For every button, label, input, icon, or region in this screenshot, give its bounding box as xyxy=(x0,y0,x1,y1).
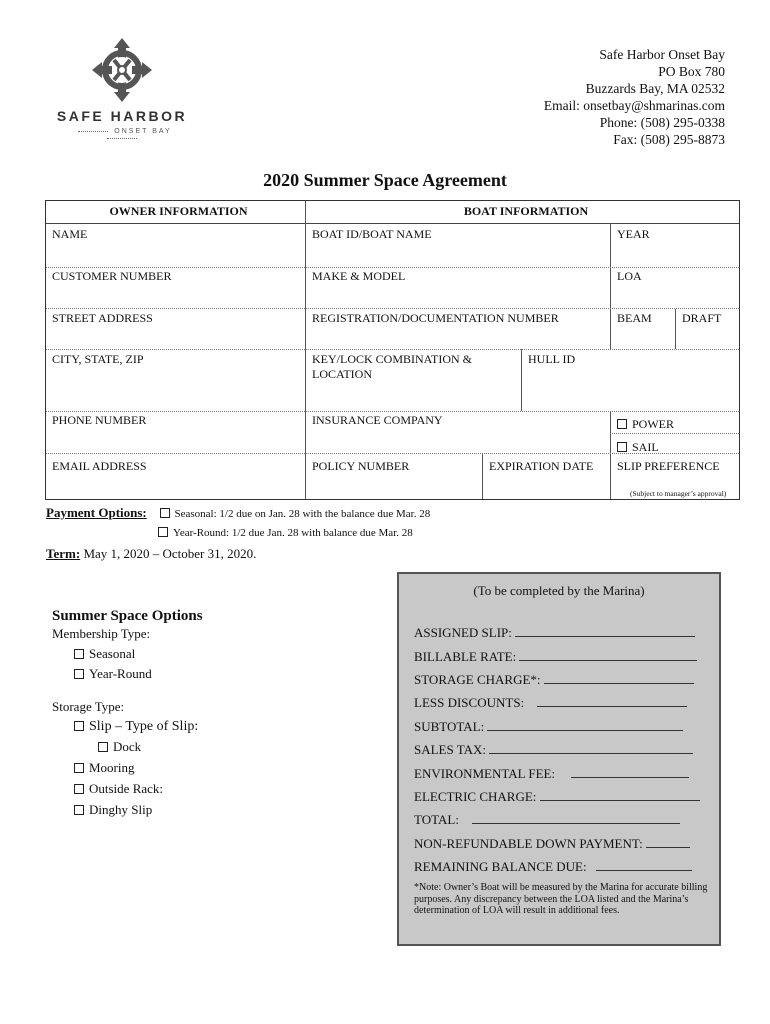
contact-block xyxy=(544,46,725,148)
insurance-company-field[interactable]: INSURANCE COMPANY xyxy=(312,413,443,427)
beam-field[interactable]: BEAM xyxy=(617,311,652,325)
membership-year-round-option[interactable] xyxy=(74,666,152,682)
draft-field[interactable]: DRAFT xyxy=(682,311,722,325)
logo-location: ONSET BAY xyxy=(52,128,192,142)
storage-outside-rack-label: Outside Rack: xyxy=(89,781,164,796)
storage-charge-line[interactable] xyxy=(544,672,694,684)
storage-charge-field[interactable] xyxy=(414,672,694,688)
term xyxy=(46,546,256,562)
year-field[interactable]: YEAR xyxy=(617,227,650,241)
checkbox-icon[interactable] xyxy=(74,763,84,773)
page-title: 2020 Summer Space Agreement xyxy=(263,170,507,190)
storage-dock-option[interactable] xyxy=(98,739,141,755)
email-address-field[interactable]: EMAIL ADDRESS xyxy=(52,459,147,473)
registration-field[interactable]: REGISTRATION/DOCUMENTATION NUMBER xyxy=(312,311,559,325)
marina-box-heading: (To be completed by the Marina) xyxy=(473,583,645,598)
power-checkbox[interactable] xyxy=(611,417,674,432)
storage-outside-rack-option[interactable] xyxy=(74,781,163,797)
less-discounts-label: LESS DISCOUNTS: xyxy=(414,695,525,710)
phone-number-field[interactable]: PHONE NUMBER xyxy=(52,413,147,427)
storage-dock-label: Dock xyxy=(113,739,142,754)
sales-tax-line[interactable] xyxy=(489,742,693,754)
policy-number-field[interactable]: POLICY NUMBER xyxy=(312,459,410,473)
remaining-balance-field[interactable] xyxy=(414,859,692,875)
membership-seasonal-label: Seasonal xyxy=(89,646,136,661)
environmental-fee-label: ENVIRONMENTAL FEE: xyxy=(414,766,556,781)
payment-year-round-option[interactable] xyxy=(158,527,413,539)
assigned-slip-field[interactable] xyxy=(414,625,695,641)
checkbox-icon[interactable] xyxy=(74,805,84,815)
make-model-field[interactable]: MAKE & MODEL xyxy=(312,269,406,283)
storage-slip-label: Slip – Type of Slip: xyxy=(89,719,199,734)
checkbox-icon[interactable] xyxy=(98,742,108,752)
org-name: Safe Harbor Onset Bay xyxy=(599,47,725,62)
storage-dinghy-slip-option[interactable] xyxy=(74,802,152,818)
info-table xyxy=(45,200,740,500)
payment-year-round-label: Year-Round: 1/2 due Jan. 28 with balance due Mar. 28 xyxy=(173,527,413,539)
term-value: May 1, 2020 – October 31, 2020. xyxy=(83,546,257,561)
checkbox-icon[interactable] xyxy=(160,508,170,518)
electric-charge-line[interactable] xyxy=(540,789,700,801)
sales-tax-label: SALES TAX: xyxy=(414,742,487,757)
term-label: Term: xyxy=(46,546,81,561)
marina-use-box xyxy=(397,572,721,946)
expiration-date-field[interactable]: EXPIRATION DATE xyxy=(489,459,594,473)
payment-seasonal-option[interactable] xyxy=(160,508,431,520)
city-state-zip: Buzzards Bay, MA 02532 xyxy=(585,81,725,96)
checkbox-icon[interactable] xyxy=(158,527,168,537)
total-line[interactable] xyxy=(472,812,680,824)
checkbox-icon[interactable] xyxy=(74,784,84,794)
storage-charge-label: STORAGE CHARGE*: xyxy=(414,672,541,687)
checkbox-icon[interactable] xyxy=(617,419,627,429)
po-box: PO Box 780 xyxy=(658,64,725,79)
sales-tax-field[interactable] xyxy=(414,742,693,758)
environmental-fee-line[interactable] xyxy=(571,766,689,778)
subtotal-field[interactable] xyxy=(414,719,683,735)
storage-type-label: Storage Type: xyxy=(52,699,125,714)
sail-checkbox[interactable] xyxy=(611,440,659,455)
billable-rate-line[interactable] xyxy=(519,649,697,661)
checkbox-icon[interactable] xyxy=(74,669,84,679)
payment-seasonal-label: Seasonal: 1/2 due on Jan. 28 with the balance due Mar. 28 xyxy=(174,508,431,520)
subtotal-line[interactable] xyxy=(487,719,683,731)
down-payment-field[interactable] xyxy=(414,836,690,852)
membership-type-label: Membership Type: xyxy=(52,626,151,641)
subtotal-label: SUBTOTAL: xyxy=(414,719,485,734)
remaining-balance-label: REMAINING BALANCE DUE: xyxy=(414,859,587,874)
storage-mooring-option[interactable] xyxy=(74,760,135,776)
less-discounts-line[interactable] xyxy=(537,695,687,707)
phone: Phone: (508) 295-0338 xyxy=(599,115,725,130)
billable-rate-field[interactable] xyxy=(414,649,697,665)
slip-approval-note: (Subject to manager’s approval) xyxy=(630,489,727,498)
membership-seasonal-option[interactable] xyxy=(74,646,135,662)
name-field[interactable]: NAME xyxy=(52,227,88,241)
safe-harbor-compass-logo-icon xyxy=(90,36,154,104)
sail-label: SAIL xyxy=(632,440,659,454)
options-title: Summer Space Options xyxy=(52,608,203,624)
down-payment-line[interactable] xyxy=(646,836,690,848)
email: Email: onsetbay@shmarinas.com xyxy=(543,98,725,113)
less-discounts-field[interactable] xyxy=(414,695,687,711)
membership-year-round-label: Year-Round xyxy=(89,666,152,681)
hull-id-field[interactable]: HULL ID xyxy=(528,352,576,366)
payment-options xyxy=(46,505,430,521)
checkbox-icon[interactable] xyxy=(617,442,627,452)
key-lock-field[interactable] xyxy=(306,352,472,382)
total-field[interactable] xyxy=(414,812,680,828)
down-payment-label: NON-REFUNDABLE DOWN PAYMENT: xyxy=(414,836,643,851)
slip-preference-field[interactable]: SLIP PREFERENCE xyxy=(617,459,720,473)
fax: Fax: (508) 295-8873 xyxy=(613,132,725,147)
checkbox-icon[interactable] xyxy=(74,649,84,659)
billable-rate-label: BILLABLE RATE: xyxy=(414,649,517,664)
owner-header: OWNER INFORMATION xyxy=(109,204,248,218)
assigned-slip-label: ASSIGNED SLIP: xyxy=(414,625,512,640)
power-label: POWER xyxy=(632,417,674,431)
environmental-fee-field[interactable] xyxy=(414,766,689,782)
checkbox-icon[interactable] xyxy=(74,721,84,731)
customer-number-field[interactable]: CUSTOMER NUMBER xyxy=(52,269,172,283)
boat-id-field[interactable]: BOAT ID/BOAT NAME xyxy=(312,227,432,241)
storage-mooring-label: Mooring xyxy=(89,760,135,775)
loa-measurement-note: *Note: Owner’s Boat will be measured by the Marina for accurate billing purposes. Any discrepancy between the LOA listed and the Marina’s determination of LOA will result in additional fees. xyxy=(414,882,708,916)
total-label: TOTAL: xyxy=(414,812,459,827)
key-lock-label-line1: KEY/LOCK COMBINATION & xyxy=(312,352,472,366)
key-lock-label-line2: LOCATION xyxy=(312,367,372,381)
electric-charge-field[interactable] xyxy=(414,789,700,805)
logo-wordmark: SAFE HARBOR xyxy=(56,108,188,124)
storage-slip-option[interactable] xyxy=(74,719,198,735)
remaining-balance-line[interactable] xyxy=(596,859,692,871)
street-address-field[interactable]: STREET ADDRESS xyxy=(52,311,153,325)
storage-dinghy-slip-label: Dinghy Slip xyxy=(89,802,153,817)
payment-options-label: Payment Options: xyxy=(46,505,147,520)
electric-charge-label: ELECTRIC CHARGE: xyxy=(414,789,537,804)
boat-header: BOAT INFORMATION xyxy=(463,204,589,218)
loa-field[interactable]: LOA xyxy=(617,269,642,283)
assigned-slip-line[interactable] xyxy=(515,625,695,637)
city-state-zip-field[interactable]: CITY, STATE, ZIP xyxy=(52,352,144,366)
